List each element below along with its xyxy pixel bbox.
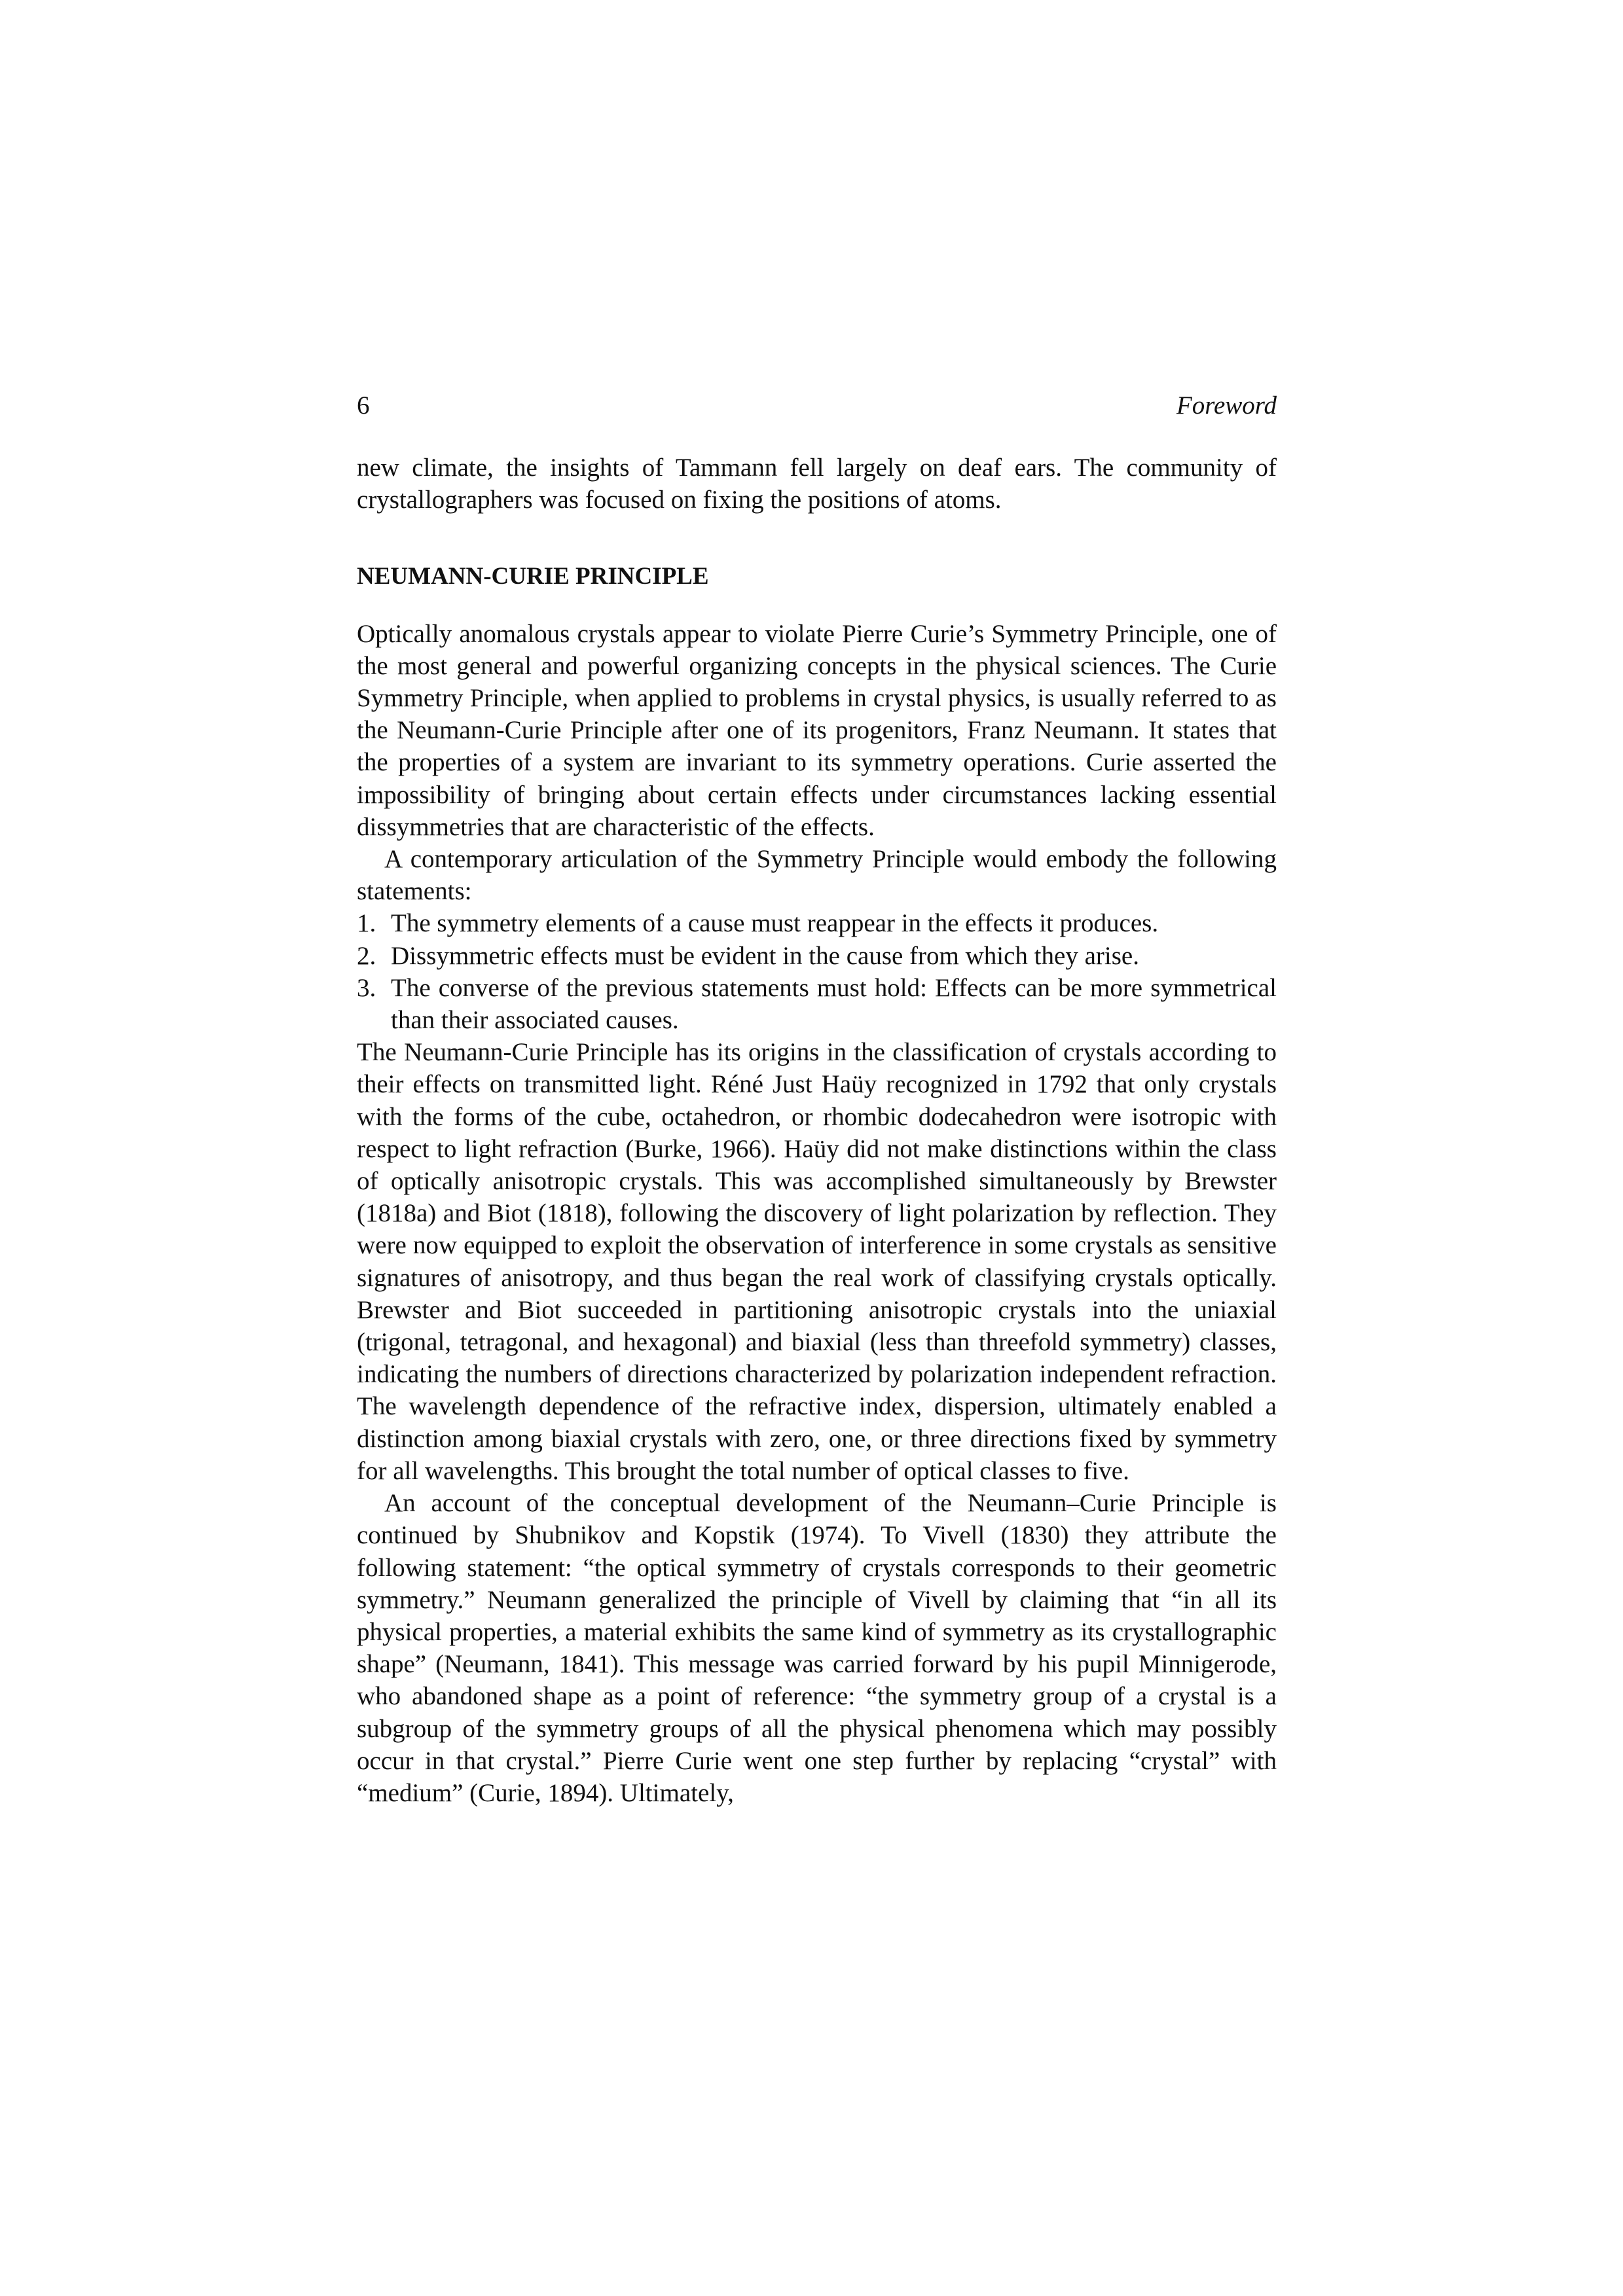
statement-item-3 bbox=[357, 972, 1277, 1036]
running-head bbox=[357, 386, 1277, 425]
statement-number: 3. bbox=[357, 973, 376, 1002]
book-page bbox=[357, 386, 1277, 1809]
statement-text: The converse of the previous statements must hold: Effects can be more symmetrical than their associated causes. bbox=[391, 973, 1277, 1035]
paragraph-contemporary-articulation: A contemporary articulation of the Symmetry Principle would embody the following statements: bbox=[357, 845, 1277, 906]
statement-number: 1. bbox=[357, 909, 376, 938]
paragraph-origins: The Neumann-Curie Principle has its origins in the classification of crystals according to their effects on transmitted light. Réné Just Haüy recognized in 1792 that only crystals with the forms of the cube, octahedron, or rhombic dodecahedron were isotropic with respect to light refraction (Burke, 1966). Haüy did not make distinctions within the class of optically anisotropic crystals. This was accomplished simultaneously by Brewster (1818a) and Biot (1818), following the discovery of light polarization by reflection. They were now equipped to exploit the observation of interference in some crystals as sensitive signatures of anisotropy, and thus began the real work of classifying crystals optically. Brewster and Biot succeeded in partitioning anisotropic crystals into the uniaxial (trigonal, tetragonal, and hexagonal) and biaxial (less than threefold symmetry) classes, indicating the numbers of directions characterized by polarization independent refraction. The wavelength dependence of the refractive index, dispersion, ultimately enabled a distinction among biaxial crystals with zero, one, or three directions fixed by symmetry for all wavelengths. This brought the total number of optical classes to five. bbox=[357, 1038, 1277, 1485]
page-number: 6 bbox=[357, 391, 370, 420]
paragraph-conceptual-development: An account of the conceptual development of the Neumann–Curie Principle is continued by Shubnikov and Kopstik (1974). To Vivell (1830) they attribute the following statement: “the optical symmetry of crystals corresponds to their geometric symmetry.” Neumann generalized the principle of Vivell by claiming that “in all its physical properties, a material exhibits the same kind of symmetry as its crystallographic shape” (Neumann, 1841). This message was carried forward by his pupil Minnigerode, who abandoned shape as a point of reference: “the symmetry group of a crystal is a subgroup of the symmetry groups of all the physical phenomena which may possibly occur in that crystal.” Pierre Curie went one step further by replacing “crystal” with “medium” (Curie, 1894). Ultimately, bbox=[357, 1489, 1277, 1807]
paragraph-principle-intro: Optically anomalous crystals appear to violate Pierre Curie’s Symmetry Principle, one of the most general and powerful organizing concepts in the physical sciences. The Curie Symmetry Principle, when applied to problems in crystal physics, is usually referred to as the Neumann-Curie Principle after one of its progenitors, Franz Neumann. It states that the properties of a system are invariant to its symmetry operations. Curie asserted the impossibility of bringing about certain effects under circumstances lacking essential dissymmetries that are characteristic of the effects. bbox=[357, 619, 1277, 841]
section-heading: NEUMANN-CURIE PRINCIPLE bbox=[357, 563, 709, 590]
statement-item-2 bbox=[357, 940, 1277, 972]
statement-item-1 bbox=[357, 907, 1277, 939]
opening-paragraph: new climate, the insights of Tammann fell largely on deaf ears. The community of crystallographers was focused on fixing the positions of atoms. bbox=[357, 454, 1277, 514]
statement-text: The symmetry elements of a cause must reappear in the effects it produces. bbox=[391, 909, 1159, 938]
statement-number: 2. bbox=[357, 941, 376, 970]
statement-text: Dissymmetric effects must be evident in the cause from which they arise. bbox=[391, 941, 1139, 970]
statements-list bbox=[357, 907, 1277, 1036]
running-title: Foreword bbox=[1176, 391, 1277, 420]
